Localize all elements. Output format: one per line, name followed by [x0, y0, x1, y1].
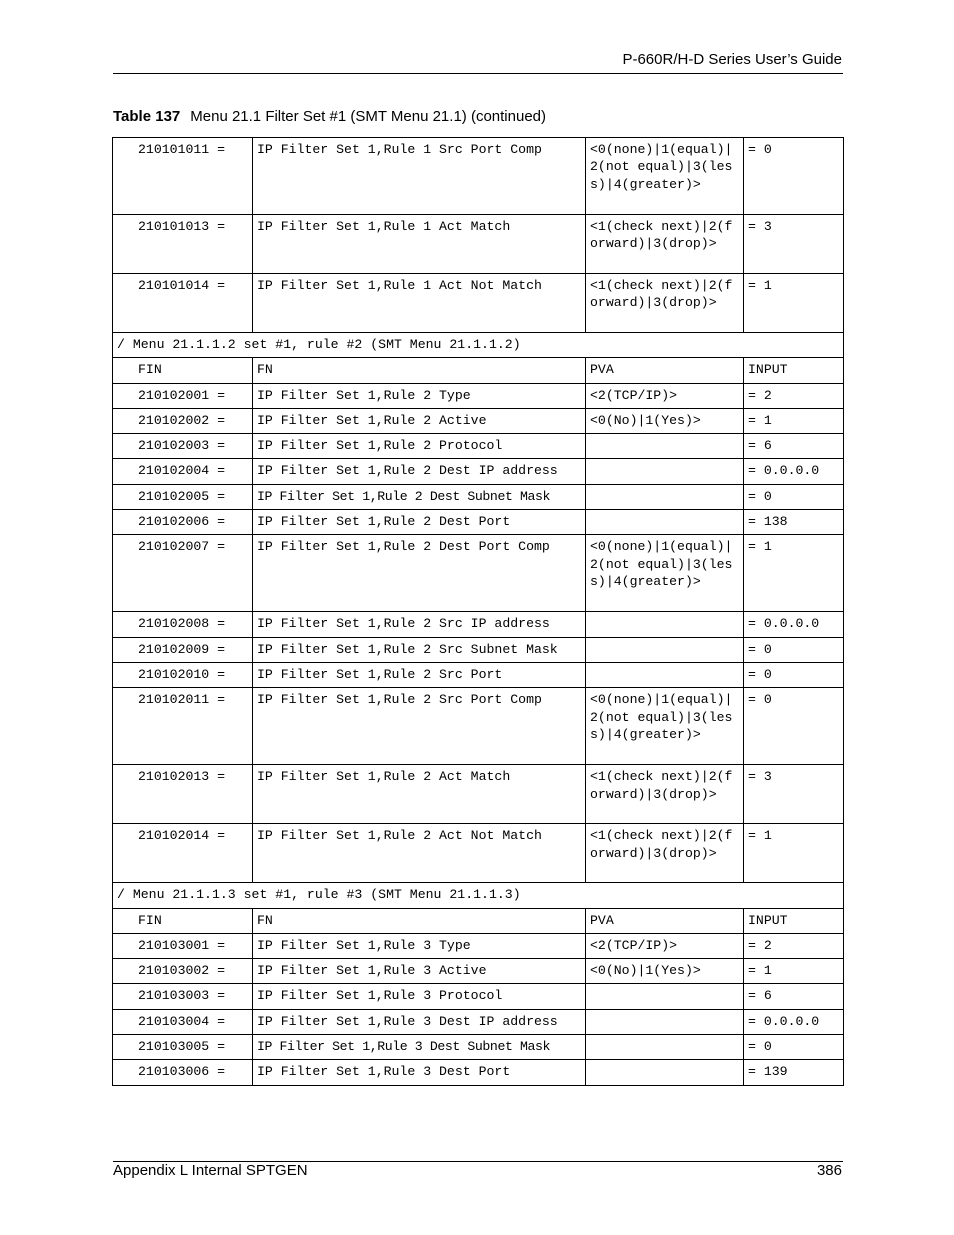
table-row — [113, 662, 844, 687]
fn-cell: IP Filter Set 1,Rule 3 Protocol — [253, 984, 586, 1009]
section-row — [113, 333, 844, 358]
fn-cell: IP Filter Set 1,Rule 2 Active — [253, 408, 586, 433]
input-cell: = 2 — [744, 933, 844, 958]
pva-cell — [586, 1035, 744, 1060]
table-row — [113, 824, 844, 883]
table-row — [113, 510, 844, 535]
section-row — [113, 883, 844, 908]
table-row — [113, 535, 844, 612]
pva-cell — [586, 484, 744, 509]
pva-cell — [586, 984, 744, 1009]
table-row — [113, 765, 844, 824]
pva-cell: <0(none)|1(equal)|2(not equal)|3(less)|4(greater)> — [586, 138, 744, 215]
fn-cell: IP Filter Set 1,Rule 2 Src Port — [253, 662, 586, 687]
pva-cell — [586, 662, 744, 687]
fn-cell: IP Filter Set 1,Rule 3 Dest Subnet Mask — [253, 1035, 586, 1060]
fn-cell: IP Filter Set 1,Rule 3 Active — [253, 959, 586, 984]
table-row — [113, 984, 844, 1009]
input-cell: = 1 — [744, 408, 844, 433]
pva-cell — [586, 1009, 744, 1034]
table-row — [113, 933, 844, 958]
table-row — [113, 484, 844, 509]
footer-section-title: Appendix L Internal SPTGEN — [113, 1162, 308, 1179]
fin-cell: 210102002 = — [113, 408, 253, 433]
fin-cell: 210101014 = — [113, 274, 253, 333]
column-header-row — [113, 358, 844, 383]
pva-cell: <1(check next)|2(forward)|3(drop)> — [586, 215, 744, 274]
pva-cell — [586, 510, 744, 535]
input-cell: = 0 — [744, 138, 844, 215]
fin-cell: 210103001 = — [113, 933, 253, 958]
fin-cell: 210103006 = — [113, 1060, 253, 1085]
pva-cell: <1(check next)|2(forward)|3(drop)> — [586, 274, 744, 333]
input-column-header: INPUT — [744, 908, 844, 933]
pva-cell — [586, 434, 744, 459]
fn-column-header: FN — [253, 908, 586, 933]
table-row — [113, 1009, 844, 1034]
pva-cell: <1(check next)|2(forward)|3(drop)> — [586, 765, 744, 824]
fn-cell: IP Filter Set 1,Rule 2 Src IP address — [253, 612, 586, 637]
table-row — [113, 274, 844, 333]
input-cell: = 0.0.0.0 — [744, 612, 844, 637]
fin-cell: 210102009 = — [113, 637, 253, 662]
fin-cell: 210103003 = — [113, 984, 253, 1009]
input-cell: = 3 — [744, 765, 844, 824]
input-cell: = 0.0.0.0 — [744, 1009, 844, 1034]
fn-cell: IP Filter Set 1,Rule 2 Type — [253, 383, 586, 408]
pva-cell: <0(none)|1(equal)|2(not equal)|3(less)|4(greater)> — [586, 688, 744, 765]
table-row — [113, 959, 844, 984]
pva-cell — [586, 612, 744, 637]
input-cell: = 2 — [744, 383, 844, 408]
table-row — [113, 1035, 844, 1060]
fin-cell: 210103002 = — [113, 959, 253, 984]
fn-cell: IP Filter Set 1,Rule 2 Act Match — [253, 765, 586, 824]
fn-cell: IP Filter Set 1,Rule 2 Dest Port — [253, 510, 586, 535]
fin-cell: 210102013 = — [113, 765, 253, 824]
table-caption — [113, 108, 546, 125]
fn-cell: IP Filter Set 1,Rule 2 Dest Subnet Mask — [253, 484, 586, 509]
table-row — [113, 688, 844, 765]
input-column-header: INPUT — [744, 358, 844, 383]
fin-cell: 210101013 = — [113, 215, 253, 274]
pva-cell — [586, 459, 744, 484]
input-cell: = 0 — [744, 688, 844, 765]
fn-cell: IP Filter Set 1,Rule 1 Act Match — [253, 215, 586, 274]
input-cell: = 3 — [744, 215, 844, 274]
pva-cell: <0(No)|1(Yes)> — [586, 959, 744, 984]
table-row — [113, 383, 844, 408]
pva-cell: <0(none)|1(equal)|2(not equal)|3(less)|4(greater)> — [586, 535, 744, 612]
table-row — [113, 215, 844, 274]
fin-cell: 210101011 = — [113, 138, 253, 215]
input-cell: = 0 — [744, 637, 844, 662]
input-cell: = 0.0.0.0 — [744, 459, 844, 484]
filter-set-table — [112, 137, 844, 1086]
fin-cell: 210102006 = — [113, 510, 253, 535]
fn-cell: IP Filter Set 1,Rule 2 Protocol — [253, 434, 586, 459]
fn-cell: IP Filter Set 1,Rule 2 Dest Port Comp — [253, 535, 586, 612]
fn-cell: IP Filter Set 1,Rule 2 Src Subnet Mask — [253, 637, 586, 662]
table-caption-label: Table 137 — [113, 108, 181, 125]
pva-cell — [586, 1060, 744, 1085]
fn-column-header: FN — [253, 358, 586, 383]
header-divider — [113, 73, 843, 74]
fin-cell: 210102003 = — [113, 434, 253, 459]
pva-column-header: PVA — [586, 358, 744, 383]
pva-cell — [586, 637, 744, 662]
fin-cell: 210102008 = — [113, 612, 253, 637]
fn-cell: IP Filter Set 1,Rule 2 Act Not Match — [253, 824, 586, 883]
table-row — [113, 138, 844, 215]
fin-cell: 210102005 = — [113, 484, 253, 509]
fn-cell: IP Filter Set 1,Rule 1 Act Not Match — [253, 274, 586, 333]
table-row — [113, 408, 844, 433]
fin-cell: 210102007 = — [113, 535, 253, 612]
fin-column-header: FIN — [113, 358, 253, 383]
fin-cell: 210103005 = — [113, 1035, 253, 1060]
column-header-row — [113, 908, 844, 933]
running-header: P-660R/H-D Series User’s Guide — [622, 51, 842, 68]
pva-cell: <2(TCP/IP)> — [586, 933, 744, 958]
input-cell: = 6 — [744, 984, 844, 1009]
pva-column-header: PVA — [586, 908, 744, 933]
fin-cell: 210102011 = — [113, 688, 253, 765]
fn-cell: IP Filter Set 1,Rule 3 Type — [253, 933, 586, 958]
table-caption-text: Menu 21.1 Filter Set #1 (SMT Menu 21.1) (continued) — [190, 108, 546, 125]
fin-column-header: FIN — [113, 908, 253, 933]
pva-cell: <0(No)|1(Yes)> — [586, 408, 744, 433]
pva-cell: <2(TCP/IP)> — [586, 383, 744, 408]
table-row — [113, 459, 844, 484]
fin-cell: 210103004 = — [113, 1009, 253, 1034]
input-cell: = 1 — [744, 535, 844, 612]
fn-cell: IP Filter Set 1,Rule 3 Dest IP address — [253, 1009, 586, 1034]
fin-cell: 210102014 = — [113, 824, 253, 883]
input-cell: = 1 — [744, 959, 844, 984]
pva-cell: <1(check next)|2(forward)|3(drop)> — [586, 824, 744, 883]
input-cell: = 0 — [744, 484, 844, 509]
input-cell: = 1 — [744, 274, 844, 333]
table-row — [113, 612, 844, 637]
fin-cell: 210102004 = — [113, 459, 253, 484]
input-cell: = 1 — [744, 824, 844, 883]
table-row — [113, 1060, 844, 1085]
fin-cell: 210102001 = — [113, 383, 253, 408]
input-cell: = 0 — [744, 1035, 844, 1060]
input-cell: = 6 — [744, 434, 844, 459]
input-cell: = 0 — [744, 662, 844, 687]
input-cell: = 138 — [744, 510, 844, 535]
fn-cell: IP Filter Set 1,Rule 1 Src Port Comp — [253, 138, 586, 215]
page-number: 386 — [816, 1162, 842, 1179]
fin-cell: 210102010 = — [113, 662, 253, 687]
table-row — [113, 637, 844, 662]
input-cell: = 139 — [744, 1060, 844, 1085]
section-heading: / Menu 21.1.1.2 set #1, rule #2 (SMT Menu 21.1.1.2) — [113, 333, 844, 358]
fn-cell: IP Filter Set 1,Rule 3 Dest Port — [253, 1060, 586, 1085]
section-heading: / Menu 21.1.1.3 set #1, rule #3 (SMT Menu 21.1.1.3) — [113, 883, 844, 908]
table-row — [113, 434, 844, 459]
fn-cell: IP Filter Set 1,Rule 2 Src Port Comp — [253, 688, 586, 765]
fn-cell: IP Filter Set 1,Rule 2 Dest IP address — [253, 459, 586, 484]
